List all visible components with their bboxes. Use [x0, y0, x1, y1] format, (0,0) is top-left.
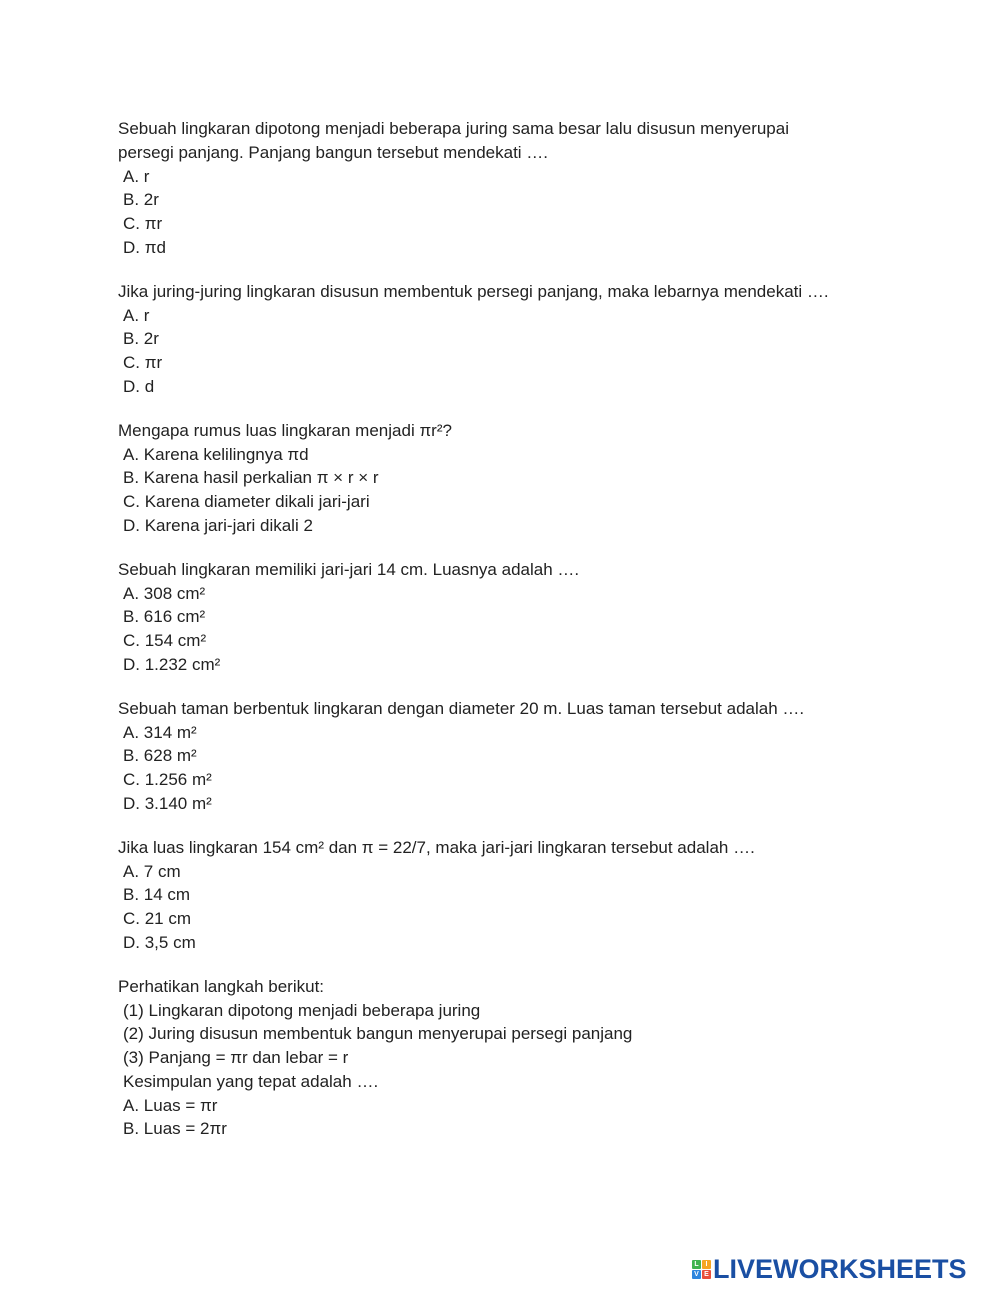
answer-option[interactable]: D. 3.140 m²	[123, 793, 212, 813]
answer-option[interactable]: A. 7 cm	[123, 861, 181, 881]
answer-option[interactable]: A. r	[123, 166, 150, 186]
question-7	[118, 975, 918, 1142]
question-4	[118, 558, 918, 677]
answer-option[interactable]: A. 314 m²	[123, 722, 197, 742]
question-1	[118, 117, 918, 260]
question-text: Sebuah taman berbentuk lingkaran dengan diameter 20 m. Luas taman tersebut adalah ….	[118, 698, 805, 718]
answer-option[interactable]: B. 14 cm	[123, 885, 191, 905]
worksheet	[118, 117, 918, 1161]
question-text: Perhatikan langkah berikut:	[118, 976, 325, 996]
question-text: Jika juring-juring lingkaran disusun membentuk persegi panjang, maka lebarnya mendekati ….	[118, 281, 829, 301]
answer-option[interactable]: C. πr	[123, 353, 163, 373]
question-text: Mengapa rumus luas lingkaran menjadi πr²?	[118, 420, 452, 440]
answer-option[interactable]: C. 1.256 m²	[123, 770, 212, 790]
logo-mark-icon	[692, 1260, 711, 1279]
answer-option[interactable]: D. 3,5 cm	[123, 932, 196, 952]
logo-mark-tile: I	[702, 1260, 711, 1269]
question-step: (3) Panjang = πr dan lebar = r	[123, 1048, 349, 1068]
answer-option[interactable]: B. 2r	[123, 329, 159, 349]
answer-option[interactable]: D. πd	[123, 237, 166, 257]
question-prompt: Kesimpulan yang tepat adalah ….	[123, 1071, 379, 1091]
question-text: persegi panjang. Panjang bangun tersebut mendekati ….	[118, 142, 549, 162]
liveworksheets-logo	[692, 1254, 967, 1284]
logo-mark-tile: E	[702, 1270, 711, 1279]
answer-option[interactable]: D. Karena jari-jari dikali 2	[123, 515, 313, 535]
answer-option[interactable]: D. 1.232 cm²	[123, 654, 221, 674]
answer-option[interactable]: B. 616 cm²	[123, 607, 206, 627]
answer-option[interactable]: C. 21 cm	[123, 909, 192, 929]
question-step: (1) Lingkaran dipotong menjadi beberapa juring	[123, 1000, 481, 1020]
question-text: Sebuah lingkaran memiliki jari-jari 14 cm. Luasnya adalah ….	[118, 559, 580, 579]
logo-mark-tile: V	[692, 1270, 701, 1279]
answer-option[interactable]: A. Karena kelilingnya πd	[123, 444, 309, 464]
question-5	[118, 697, 918, 816]
answer-option[interactable]: C. πr	[123, 214, 163, 234]
question-text: Sebuah lingkaran dipotong menjadi beberapa juring sama besar lalu disusun menyerupai	[118, 119, 789, 138]
answer-option[interactable]: B. 2r	[123, 190, 159, 210]
answer-option[interactable]: B. Luas = 2πr	[123, 1119, 227, 1139]
logo-text: LIVEWORKSHEETS	[713, 1254, 967, 1284]
answer-option[interactable]: A. r	[123, 305, 150, 325]
answer-option[interactable]: A. Luas = πr	[123, 1095, 218, 1115]
answer-option[interactable]: B. 628 m²	[123, 746, 197, 766]
answer-option[interactable]: A. 308 cm²	[123, 583, 206, 603]
logo-mark-tile: L	[692, 1260, 701, 1269]
question-3	[118, 419, 918, 538]
answer-option[interactable]: D. d	[123, 376, 155, 396]
question-step: (2) Juring disusun membentuk bangun menyerupai persegi panjang	[123, 1024, 633, 1044]
question-6	[118, 836, 918, 955]
answer-option[interactable]: B. Karena hasil perkalian π × r × r	[123, 468, 379, 488]
answer-option[interactable]: C. Karena diameter dikali jari-jari	[123, 492, 370, 512]
question-2	[118, 280, 918, 399]
question-text: Jika luas lingkaran 154 cm² dan π = 22/7, maka jari-jari lingkaran tersebut adalah ….	[118, 837, 755, 857]
answer-option[interactable]: C. 154 cm²	[123, 631, 207, 651]
